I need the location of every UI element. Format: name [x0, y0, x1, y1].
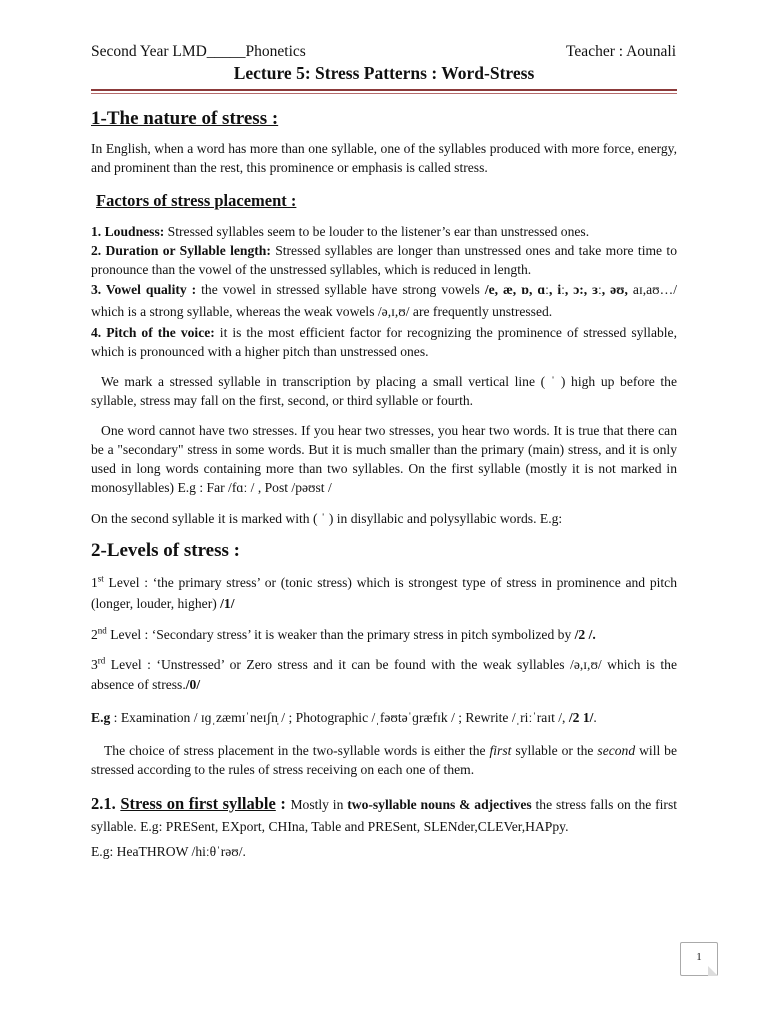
second-syllable-paragraph: On the second syllable it is marked with ( ˈ ) in disyllabic and polysyllabic words. E.g:	[91, 511, 563, 526]
section-2-1-example: E.g: HeaTHROW /hiːθˈrəʊ/.	[91, 844, 246, 859]
factor-label: 4. Pitch of the voice:	[91, 325, 215, 340]
factor-text: Stressed syllables are longer than unstressed ones and take more time to pronounce than the vowel of the unstressed syllables, which is reduced in length.	[91, 243, 677, 277]
factor-pitch	[91, 323, 677, 361]
factor-label: 3. Vowel quality :	[91, 282, 197, 297]
level-2	[91, 625, 677, 644]
section-bold-term: two-syllable nouns & adjectives	[347, 797, 532, 812]
page-number-box	[680, 942, 718, 976]
level-ordinal: st	[97, 573, 104, 584]
choice-text: will be stressed according to the rules of stress receiving on each one of them.	[91, 743, 678, 777]
factor-text-cont: aɪ,aʊ…/ which is a strong syllable, whereas the weak vowels /ə,ɪ,ʊ/ are frequently unstressed.	[91, 282, 677, 319]
example-end: .	[593, 710, 597, 725]
factor-text: the vowel in stressed syllable have strong vowels	[196, 282, 485, 297]
document-body	[91, 106, 677, 861]
secondary-stress-paragraph: One word cannot have two stresses. If you hear two stresses, you hear two words. It is true that there can be a "secondary" stress in some words. But it is much smaller than the primary (main) stress, and it is only used in long words containing more than two syllables. On the first syllable (mostly it is not marked in monosyllables) E.g : Far /fɑː / , Post /pəʊst /	[91, 423, 677, 495]
example-mark: /2 1/	[568, 710, 594, 725]
choice-text: The choice of stress placement in the two-syllable words is either the	[104, 743, 490, 758]
factor-label: 1. Loudness:	[91, 224, 165, 239]
section-heading-first-syllable: Stress on first syllable	[120, 794, 276, 813]
choice-paragraph	[91, 741, 677, 779]
choice-text: syllable or the	[511, 743, 598, 758]
choice-second: second	[597, 743, 636, 758]
section-2-1	[91, 793, 677, 838]
level-1	[91, 572, 677, 614]
factor-text: Stressed syllables seem to be louder to the listener’s ear than unstressed ones.	[164, 224, 590, 239]
factor-loudness	[91, 222, 677, 241]
section-heading-nature: 1-The nature of stress :	[91, 108, 279, 129]
section-number: 2.1.	[91, 794, 121, 813]
factor-label: 2. Duration or Syllable length:	[91, 243, 271, 258]
lecture-title: Lecture 5: Stress Patterns : Word-Stress	[233, 63, 535, 83]
level-mark: /1/	[220, 596, 235, 611]
strong-vowels: /e, æ, ɒ, ɑː, iː, ɔ:, ɜː, əʊ,	[484, 282, 628, 297]
level-mark: /0/	[185, 677, 201, 692]
stress-mark-paragraph: We mark a stressed syllable in transcription by placing a small vertical line ( ˈ ) high up before the syllable, stress may fall on the first, second, or third syllable or fourth.	[91, 374, 677, 408]
factors-heading: Factors of stress placement :	[96, 191, 297, 210]
factor-vowel-quality	[91, 279, 677, 323]
levels-example	[91, 708, 677, 727]
page-number: 1	[696, 951, 702, 963]
header-rule-thin	[91, 93, 677, 94]
level-text: Level : ‘Unstressed’ or Zero stress and it can be found with the weak syllables /ə,ɪ,ʊ/ which is the absence of stress.	[91, 657, 677, 692]
level-text: Level : ‘Secondary stress’ it is weaker than the primary stress in pitch symbolized by	[106, 627, 575, 642]
level-text: Level : ‘the primary stress’ or (tonic stress) which is strongest type of stress in prominence and pitch (longer, louder, higher)	[91, 575, 677, 611]
level-ordinal: rd	[97, 655, 106, 666]
section-heading-levels: 2-Levels of stress :	[91, 540, 240, 561]
section-colon: :	[275, 794, 291, 813]
factor-text: it is the most efficient factor for recognizing the prominence of stressed syllable, which is pronounced with a higher pitch than unstressed ones.	[91, 325, 677, 359]
level-3	[91, 655, 677, 695]
section-lead: Mostly in	[290, 797, 348, 812]
level-mark: /2 /.	[574, 627, 596, 642]
level-number: 2	[91, 627, 98, 642]
example-label: E.g	[91, 710, 111, 725]
intro-paragraph: In English, when a word has more than one syllable, one of the syllables produced with more force, energy, and prominent than the rest, this prominence or emphasis is called stress.	[91, 141, 677, 175]
header-teacher: Teacher : Aounali	[566, 43, 676, 60]
section-text: the stress falls on the first syllable. E.g: PRESent, EXport, CHIna, Table and PRESent, SLENder,CLEVer,HAPpy.	[91, 797, 678, 834]
header-course: Second Year LMD_____Phonetics	[91, 43, 306, 60]
example-text: : Examination / ɪɡˌzæmɪˈneɪʃn̩ / ; Photographic /ˌfəʊtəˈɡræfɪk / ; Rewrite /ˌriːˈraɪt /,	[110, 710, 569, 725]
level-number: 3	[91, 657, 98, 672]
choice-first: first	[489, 743, 512, 758]
level-ordinal: nd	[97, 625, 107, 636]
factor-duration	[91, 241, 677, 279]
page-fold-icon	[708, 966, 718, 976]
level-number: 1	[91, 575, 98, 590]
header-rule	[91, 89, 677, 91]
